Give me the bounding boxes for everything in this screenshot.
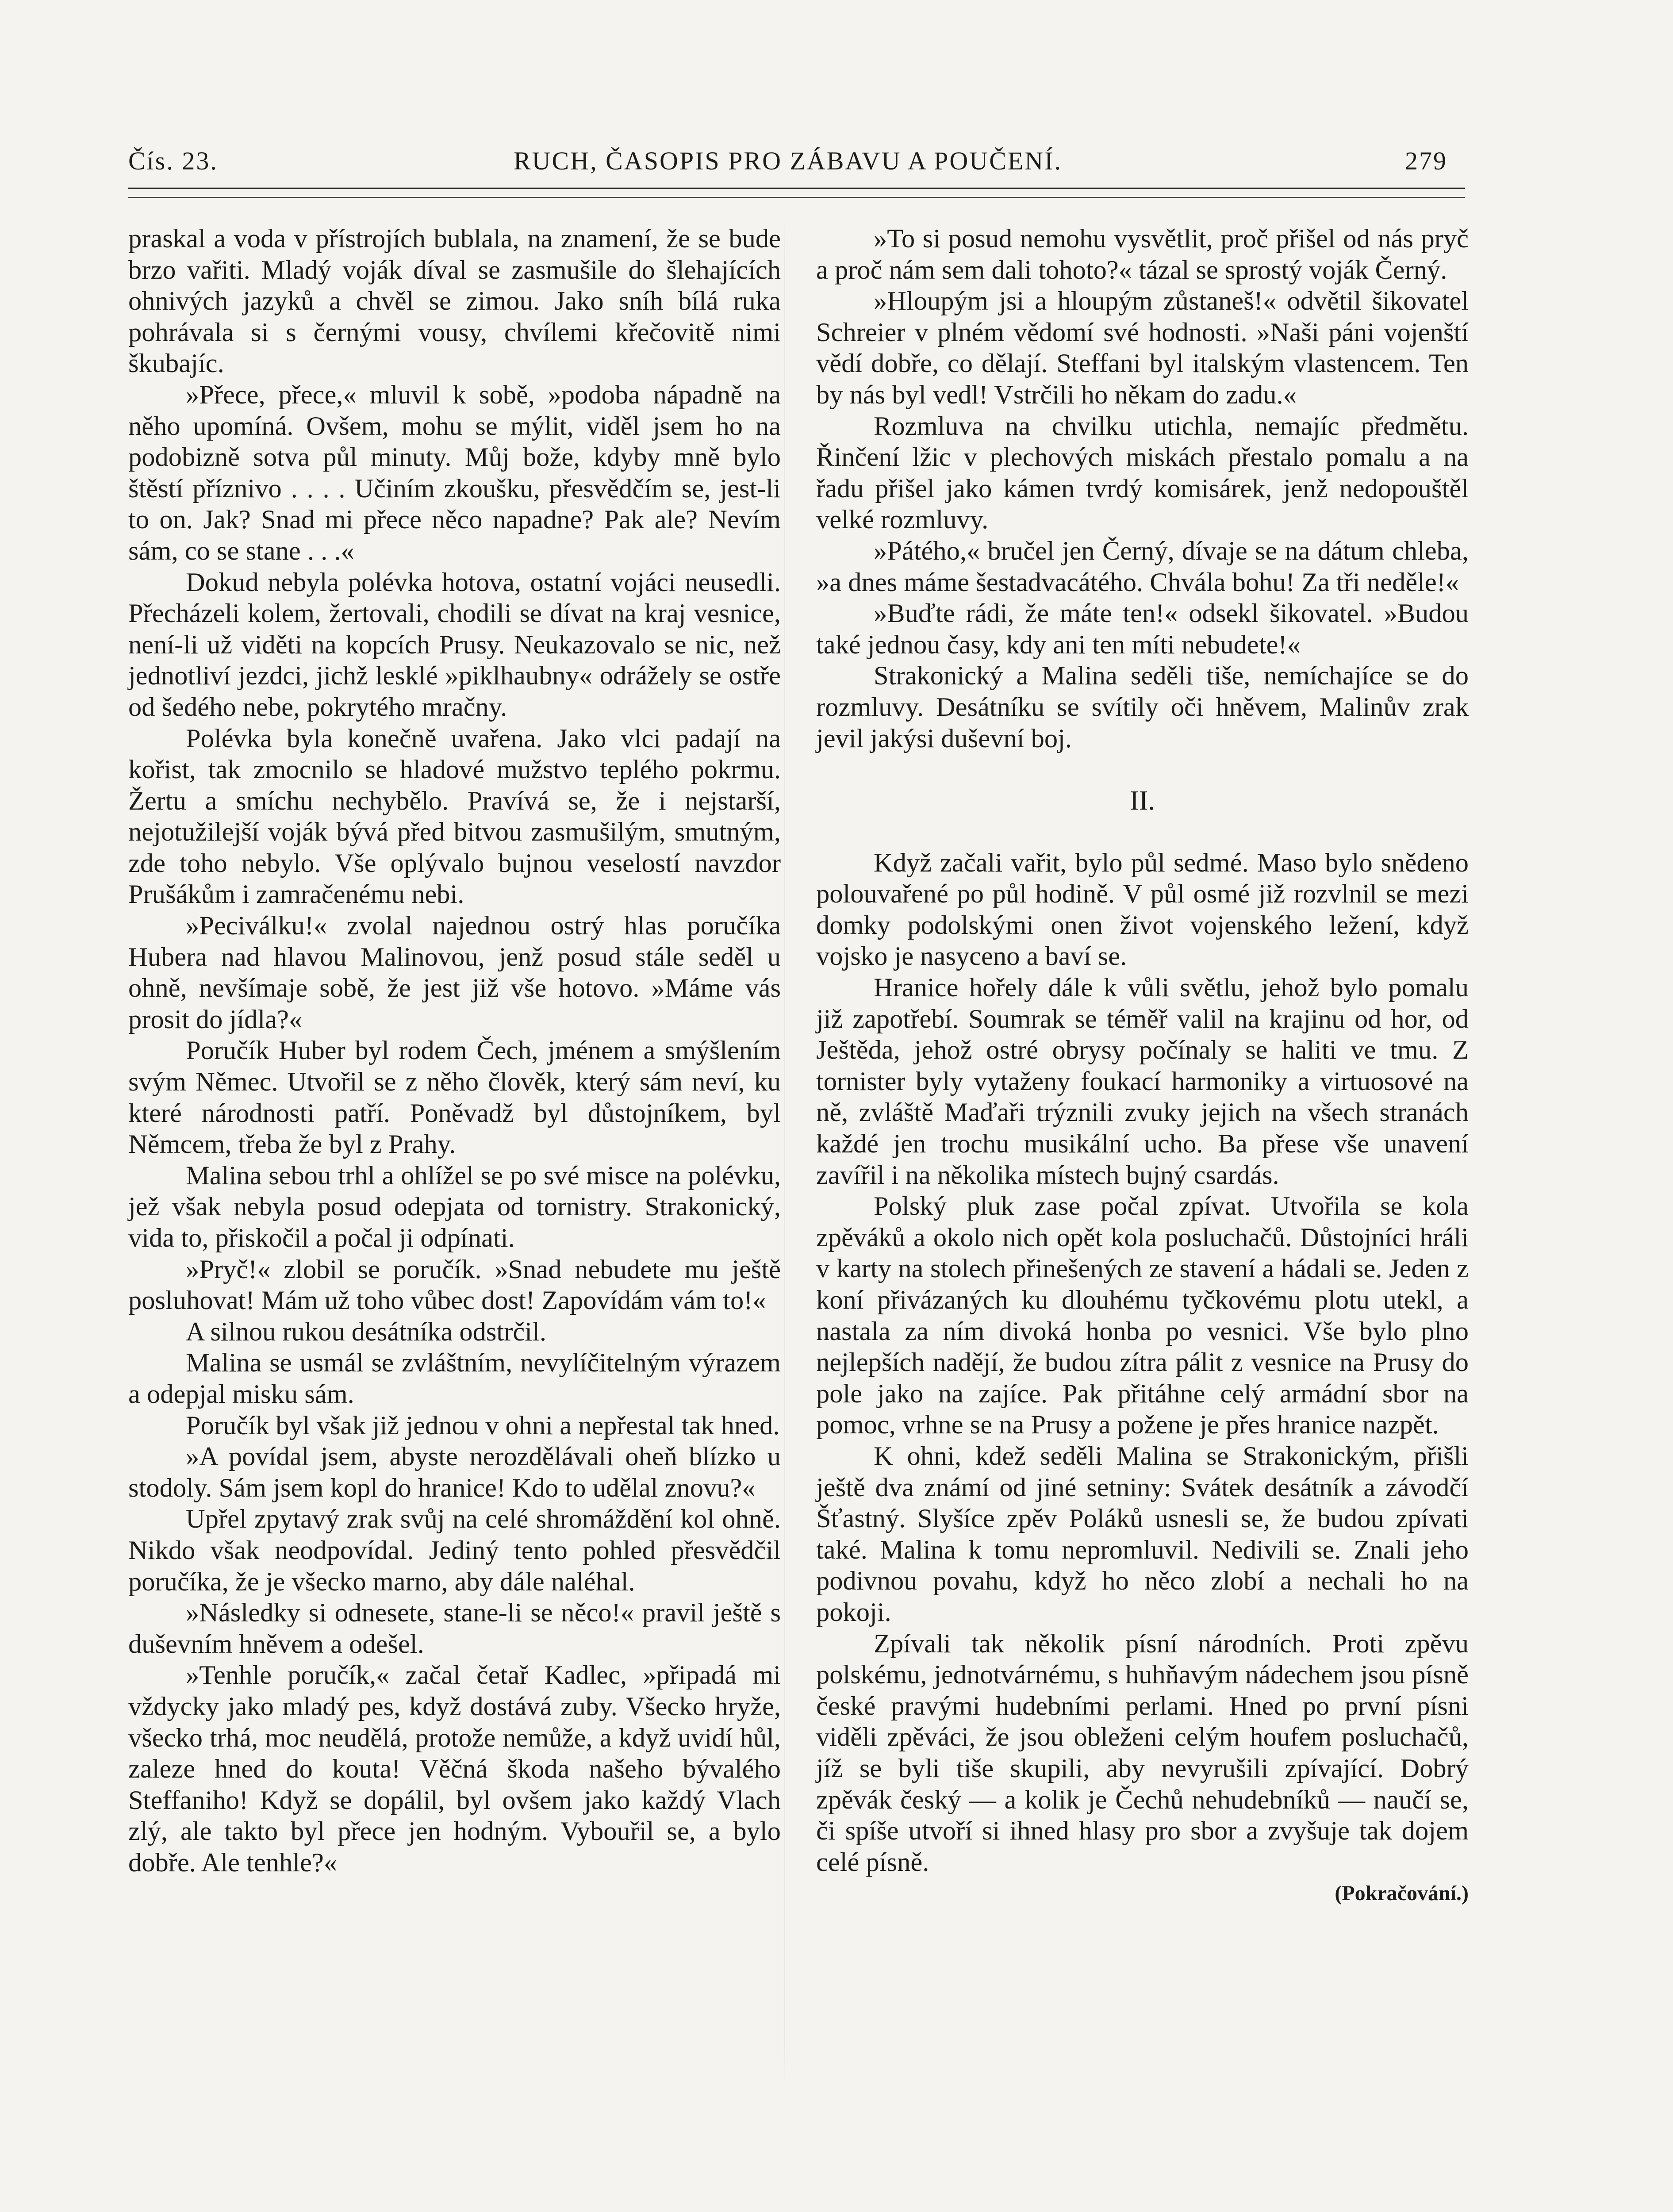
paragraph: Polský pluk zase počal zpívat. Utvořila se kola zpěváků a okolo nich opět kola posluchačů. Důstojníci hráli v karty na stolech přinešených ze stavení a hádali se. Jeden z koní přivázaných ku dlouhému tyčkovému plotu utekl, a nastala za ním divoká honba po vesnici. Vše bylo plno nejlepších nadějí, že budou zítra pálit z vesnice na Prusy do pole jako na zajíce. Pak přitáhne celý armádní sbor na pomoc, vrhne se na Prusy a požene je přes hranice nazpět. <box>816 1191 1469 1440</box>
page-number: 279 <box>1405 146 1447 175</box>
paragraph: »Tenhle poručík,« začal četař Kadlec, »připadá mi vždycky jako mladý pes, když dostává zuby. Všecko hryže, všecko trhá, moc neudělá, protože nemůže, a když uvidí hůl, zaleze hned do kouta! Věčná škoda našeho bývalého Steffaniho! Když se dopálil, byl ovšem jako každý Vlach zlý, ale takto byl přece jen hodným. Vybouřil se, a bylo dobře. Ale tenhle?« <box>128 1660 781 1878</box>
paragraph: Dokud nebyla polévka hotova, ostatní vojáci neusedli. Přecházeli kolem, žertovali, chodili se dívat na kraj vesnice, není-li už viděti na kopcích Prusy. Neukazovalo se nic, než jednotliví jezdci, jichž lesklé »piklhaubny« odrážely se ostře od šedého nebe, pokrytého mračny. <box>128 567 781 722</box>
paragraph: »Přece, přece,« mluvil k sobě, »podoba nápadně na něho upomíná. Ovšem, mohu se mýlit, viděl jsem ho na podobizně sotva půl minuty. Můj bože, kdyby mně bylo štěstí příznivo . . . . Učiním zkoušku, přesvědčím se, jest-li to on. Jak? Snad mi přece něco napadne? Pak ale? Nevím sám, co se stane . . .« <box>128 380 781 566</box>
paragraph: K ohni, kdež seděli Malina se Strakonickým, přišli ještě dva známí od jiné setniny: Svátek desátník a závodčí Šťastný. Slyšíce zpěv Poláků usnesli se, že budou zpívati také. Malina k tomu nepromluvil. Nedivili se. Znali jeho podivnou povahu, když ho něco zlobí a nechali ho na pokoji. <box>816 1441 1469 1627</box>
paragraph: Malina sebou trhl a ohlížel se po své misce na polévku, jež však nebyla posud odepjata od tornistry. Strakonický, vida to, přiskočil a počal ji odpínati. <box>128 1160 781 1253</box>
paragraph: Upřel zpytavý zrak svůj na celé shromáždění kol ohně. Nikdo však neodpovídal. Jediný tento pohled přesvědčil poručíka, že je všecko marno, aby dále naléhal. <box>128 1504 781 1597</box>
paragraph: Malina se usmál se zvláštním, nevylíčitelným výrazem a odepjal misku sám. <box>128 1348 781 1409</box>
column-divider <box>784 223 785 2081</box>
paragraph: »Pryč!« zlobil se poručík. »Snad nebudete mu ještě posluhovat! Mám už toho vůbec dost! Zapovídám vám to!« <box>128 1254 781 1316</box>
right-column <box>816 223 1469 1909</box>
page-header <box>128 146 1447 186</box>
paragraph: »Buďte rádi, že máte ten!« odsekl šikovatel. »Budou také jednou časy, kdy ani ten míti nebudete!« <box>816 599 1469 660</box>
continuation-note: (Pokračování.) <box>1335 1882 1469 1905</box>
left-column <box>128 223 781 1878</box>
paragraph: Polévka byla konečně uvařena. Jako vlci padají na kořist, tak zmocnilo se hladové mužstvo teplého pokrmu. Žertu a smíchu nechybělo. Pravívá se, že i nejstarší, nejotužilejší voják bývá před bitvou zasmušilým, smutným, zde toho nebylo. Vše oplývalo bujnou veselostí navzdor Prušákům i zamračenému nebi. <box>128 723 781 910</box>
paragraph: Poručík byl však již jednou v ohni a nepřestal tak hned. <box>186 1410 780 1440</box>
paragraph: A silnou rukou desátníka odstrčil. <box>186 1317 546 1347</box>
paragraph: Když začali vařit, bylo půl sedmé. Maso bylo snědeno polouvařené po půl hodině. V půl osmé již rozvlnil se mezi domky podolskými onen život vojenského ležení, když vojsko je nasyceno a baví se. <box>816 848 1469 972</box>
journal-title: RUCH, ČASOPIS PRO ZÁBAVU A POUČENÍ. <box>513 146 1063 175</box>
issue-number: Čís. 23. <box>128 146 218 175</box>
header-rule <box>128 188 1465 198</box>
paragraph: »A povídal jsem, abyste nerozdělávali oheň blízko u stodoly. Sám jsem kopl do hranice! Kdo to udělal znovu?« <box>128 1442 781 1503</box>
paragraph: Rozmluva na chvilku utichla, nemajíc předmětu. Řinčení lžic v plechových miskách přestalo pomalu a na řadu přišel jako kámen tvrdý komisárek, jenž nedopouštěl velké rozmluvy. <box>816 411 1469 535</box>
paragraph: Zpívali tak několik písní národních. Proti zpěvu polskému, jednotvárnému, s huhňavým nádechem jsou písně české pravými hudebními perlami. Hned po první písni viděli zpěváci, že jsou obleženi celým houfem posluchačů, jíž se byli tiše skupili, aby nevyrušili zpívající. Dobrý zpěvák český — a kolik je Čechů nehudebníků — naučí se, či spíše utvoří si ihned hlasy pro sbor a zvyšuje tak dojem celé písně. <box>816 1628 1469 1877</box>
paragraph: Hranice hořely dále k vůli světlu, jehož bylo pomalu již zapotřebí. Soumrak se téměř valil na krajinu od hor, od Ještěda, jehož ostré obrysy počínaly se haliti ve tmu. Z tornister byly vytaženy foukací harmoniky a virtuosové na ně, zvláště Maďaři trýznili zvuky jejich na všech stranách každé jen trochu musikální ucho. Ba přese vše unavení zavířil i na několika místech bujný csardás. <box>816 973 1469 1190</box>
paragraph: Strakonický a Malina seděli tiše, nemíchajíce se do rozmluvy. Desátníku se svítily oči hněvem, Malinův zrak jevil jakýsi duševní boj. <box>816 661 1469 753</box>
paragraph: praskal a voda v přístrojích bublala, na znamení, že se bude brzo vařiti. Mladý voják díval se zasmušile do šlehajících ohnivých jazyků a chvěl se zimou. Jako sníh bílá ruka pohrávala si s černými vousy, chvílemi křečovitě nimi škubajíc. <box>128 224 781 379</box>
paragraph: »Následky si odnesete, stane-li se něco!« pravil ještě s duševním hněvem a odešel. <box>128 1598 781 1659</box>
paragraph: Poručík Huber byl rodem Čech, jménem a smýšlením svým Němec. Utvořil se z něho člověk, který sám neví, ku které národnosti patří. Poněvadž byl důstojníkem, byl Němcem, třeba že byl z Prahy. <box>128 1036 781 1160</box>
paragraph: »Peciválku!« zvolal najednou ostrý hlas poručíka Hubera nad hlavou Malinovou, jenž posud stále seděl u ohně, nevšímaje sobě, že jest již vše hotovo. »Máme vás prosit do jídla?« <box>128 911 781 1034</box>
section-heading: II. <box>1130 786 1155 816</box>
paragraph: »Hloupým jsi a hloupým zůstaneš!« odvětil šikovatel Schreier v plném vědomí své hodnosti. »Naši páni vojenští vědí dobře, co dělají. Steffani byl italským vlastencem. Ten by nás byl vedl! Vstrčili ho někam do zadu.« <box>816 286 1469 410</box>
paragraph: »To si posud nemohu vysvětlit, proč přišel od nás pryč a proč nám sem dali tohoto?« tázal se sprostý voják Černý. <box>816 224 1469 285</box>
paragraph: »Pátého,« bručel jen Černý, dívaje se na dátum chleba, »a dnes máme šestadvacátého. Chvála bohu! Za tři neděle!« <box>816 536 1469 597</box>
